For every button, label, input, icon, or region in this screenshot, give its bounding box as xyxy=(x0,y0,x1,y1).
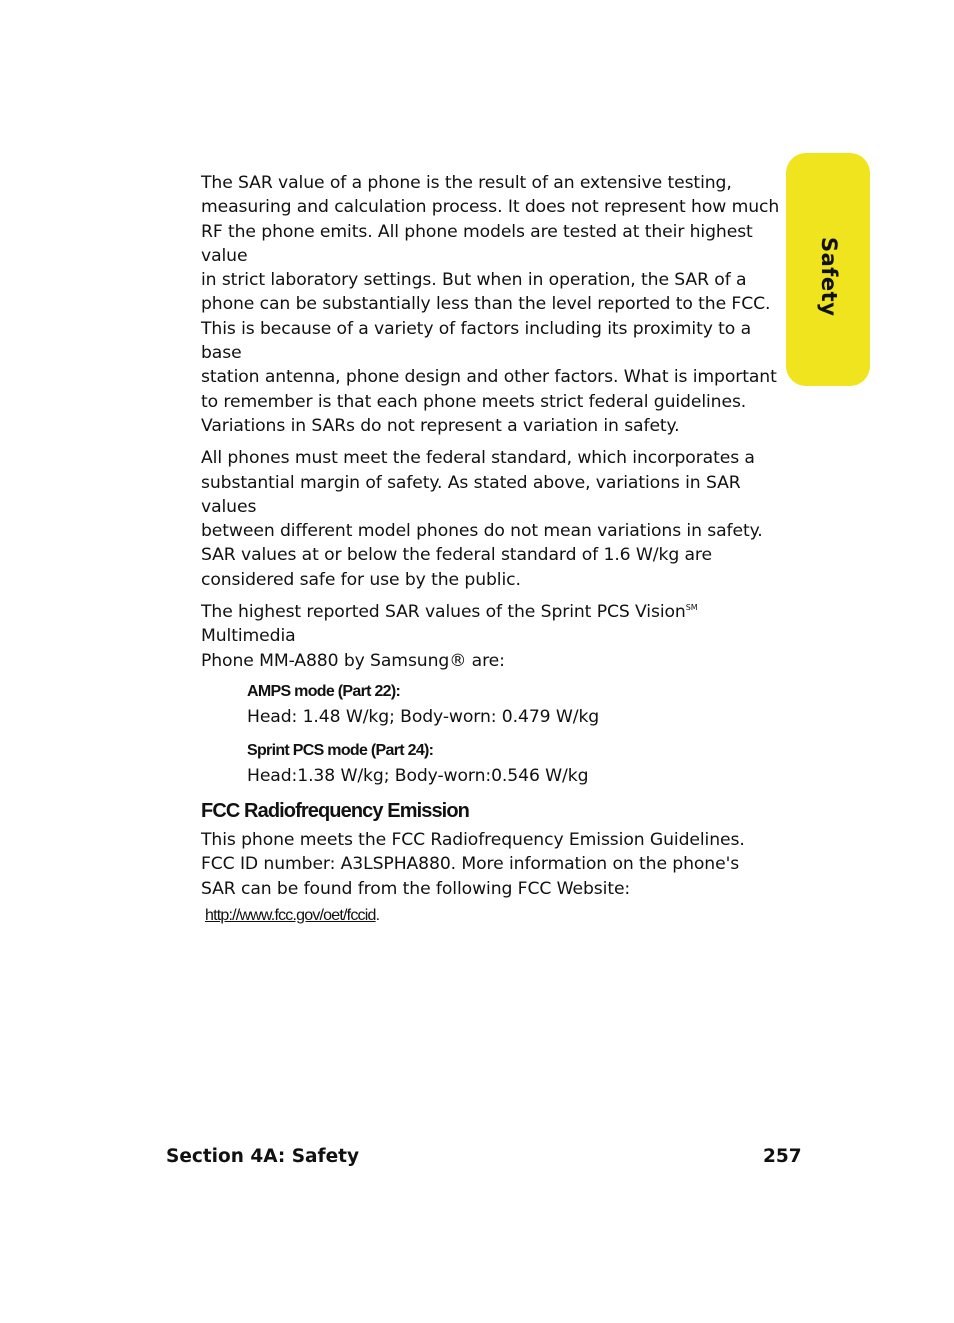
link-period: . xyxy=(375,906,380,924)
fcc-section-heading: FCC Radiofrequency Emission xyxy=(201,799,469,822)
amps-mode-block xyxy=(247,681,781,729)
sar-explanation-paragraph: The SAR value of a phone is the result of an extensive testing, measuring and calculation process. It does not represent how much RF the phone emits. All phone models are tested at their highest value in strict laboratory settings. But when in operation, the SAR of a phone can be substantially less than the level reported to the FCC. This is because of a variety of factors including its proximity to a base station antenna, phone design and other factors. What is important to remember is that each phone meets strict federal guidelines. Variations in SARs do not represent a variation in safety. xyxy=(201,173,780,436)
fcc-section-body: This phone meets the FCC Radiofrequency Emission Guidelines. FCC ID number: A3LSPHA880. More information on the phone's SAR can be found from the following FCC Website: xyxy=(201,829,745,899)
footer-page-number: 257 xyxy=(763,1146,802,1167)
intro-text-before: The highest reported SAR values of the Sprint PCS Vision xyxy=(201,602,686,623)
amps-mode-label: AMPS mode (Part 22): xyxy=(247,682,401,700)
side-tab-label: Safety xyxy=(817,237,841,317)
intro-text-after: Multimedia Phone MM-A880 by Samsung® are: xyxy=(201,626,505,671)
amps-mode-value: Head: 1.48 W/kg; Body-worn: 0.479 W/kg xyxy=(247,706,600,727)
pcs-mode-label: Sprint PCS mode (Part 24): xyxy=(247,741,434,759)
main-content xyxy=(201,171,781,927)
fcc-link-line xyxy=(201,905,781,927)
highest-sar-intro-paragraph xyxy=(201,600,781,673)
federal-standard-paragraph: All phones must meet the federal standard, which incorporates a substantial margin of safety. As stated above, variations in SAR values between different model phones do not mean variations in safety. SAR values at or below the federal standard of 1.6 W/kg are considered safe for use by the public. xyxy=(201,448,763,590)
pcs-mode-value: Head:1.38 W/kg; Body-worn:0.546 W/kg xyxy=(247,765,589,786)
footer-section-title: Section 4A: Safety xyxy=(166,1146,360,1167)
fcc-website-link[interactable]: http://www.fcc.gov/oet/fccid xyxy=(205,906,376,924)
service-mark: SM xyxy=(685,603,698,613)
pcs-mode-block xyxy=(247,740,781,788)
